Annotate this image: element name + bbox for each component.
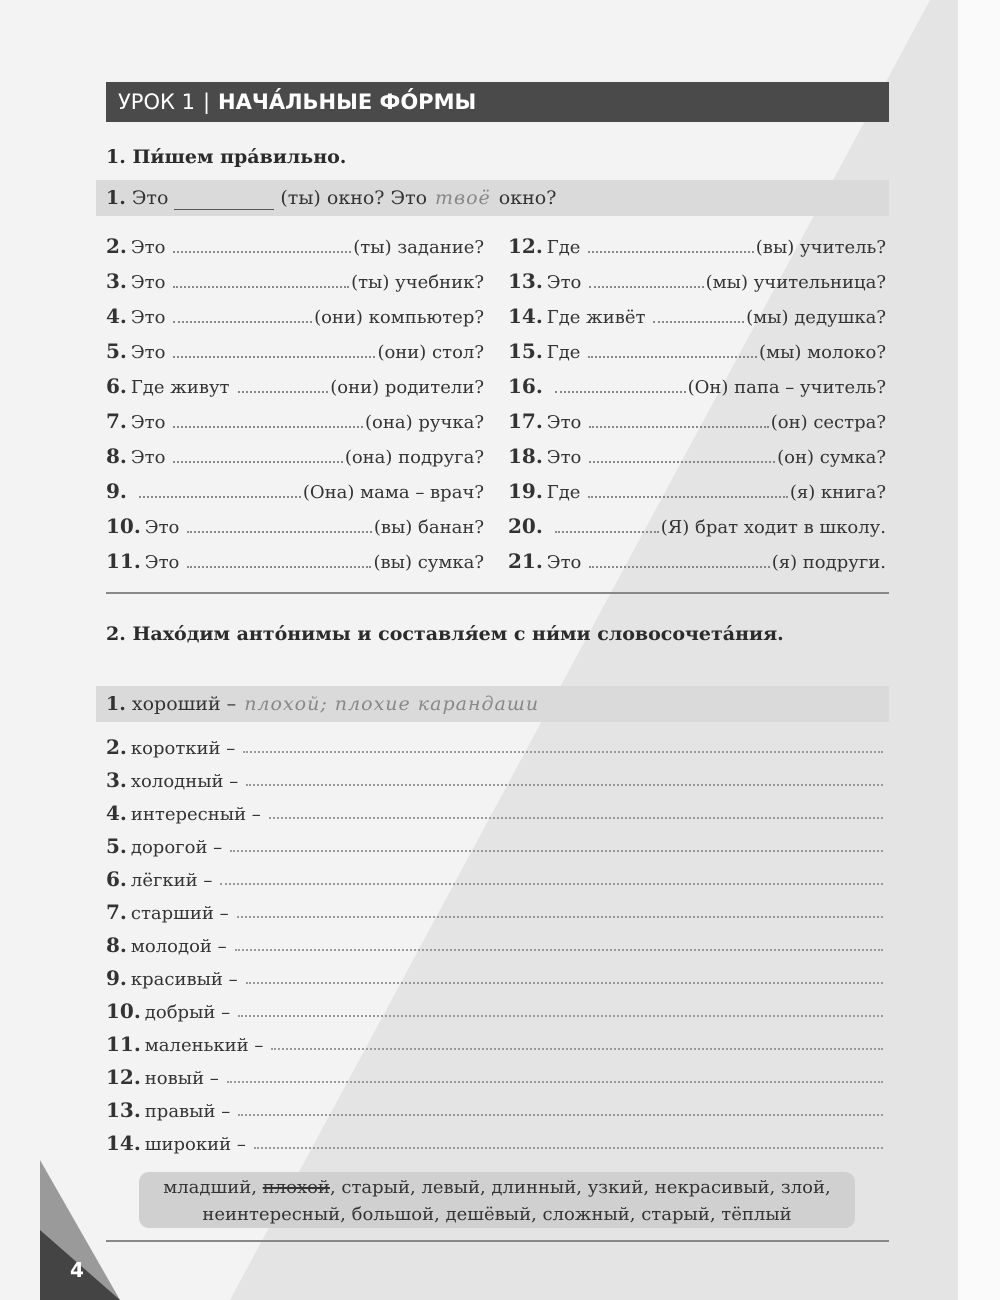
answer-blank[interactable] (589, 414, 768, 428)
answer-blank[interactable] (173, 239, 351, 253)
antonym-row: 4. интересный – (106, 801, 883, 825)
answer-blank[interactable] (588, 484, 787, 498)
page-number: 4 (70, 1258, 84, 1282)
antonym-row: 14. широкий – (106, 1131, 883, 1155)
struck-word: плохой (262, 1177, 330, 1198)
antonym-answer-line[interactable] (269, 807, 883, 819)
exercise-row: 13. Это (мы) учительница? (508, 269, 886, 293)
antonym-row: 5. дорогой – (106, 834, 883, 858)
answer-blank[interactable] (173, 414, 363, 428)
antonym-answer-line[interactable] (238, 1104, 883, 1116)
answer-blank[interactable] (589, 554, 769, 568)
answer-blank[interactable] (173, 274, 349, 288)
exercise-row: 17. Это (он) сестра? (508, 409, 886, 433)
exercise-row: 8. Это (она) подруга? (106, 444, 484, 468)
answer-blank[interactable] (238, 379, 329, 393)
answer-blank[interactable] (173, 309, 312, 323)
answer-blank[interactable] (555, 519, 659, 533)
section1-title: 1. Пи́шем пра́вильно. (106, 146, 347, 168)
antonym-row: 8. молодой – (106, 933, 883, 957)
section2-title: 2. Нахо́дим анто́нимы и составля́ем с ни́ми словосочета́ния. (106, 623, 784, 645)
antonym-row: 9. красивый – (106, 966, 883, 990)
answer-blank[interactable] (555, 379, 686, 393)
exercise-row: 5. Это (они) стол? (106, 339, 484, 363)
lesson-title: НАЧА́ЛЬНЫЕ ФО́РМЫ (218, 90, 477, 114)
antonym-row: 6. лёгкий – (106, 867, 883, 891)
exercise-row: 3. Это (ты) учебник? (106, 269, 484, 293)
example-antonym-answer: плохой; плохие карандаши (244, 693, 540, 715)
exercise-row: 16. (Он) папа – учитель? (508, 374, 886, 398)
answer-blank[interactable] (588, 344, 757, 358)
antonym-answer-line[interactable] (246, 972, 883, 984)
divider-1 (106, 592, 889, 594)
antonym-row: 12. новый – (106, 1065, 883, 1089)
exercise-row: 11. Это (вы) сумка? (106, 549, 484, 573)
antonym-row: 13. правый – (106, 1098, 883, 1122)
lesson-number: УРОК 1 (118, 90, 195, 114)
exercise-row: 2. Это (ты) задание? (106, 234, 484, 258)
antonym-row: 2. короткий – (106, 735, 883, 759)
answer-blank[interactable] (187, 519, 371, 533)
antonym-row: 7. старший – (106, 900, 883, 924)
antonym-answer-line[interactable] (254, 1137, 883, 1149)
exercise-row: 15. Где (мы) молоко? (508, 339, 886, 363)
example-answer: твоё (435, 187, 491, 209)
antonym-answer-line[interactable] (271, 1038, 883, 1050)
answer-blank[interactable] (589, 449, 775, 463)
exercise-row: 21. Это (я) подруги. (508, 549, 886, 573)
exercise-row: 12. Где (вы) учитель? (508, 234, 886, 258)
exercise-row: 14. Где живёт (мы) дедушка? (508, 304, 886, 328)
answer-blank[interactable] (588, 239, 753, 253)
answer-blank[interactable] (187, 554, 371, 568)
antonym-answer-line[interactable] (238, 1005, 883, 1017)
answer-blank[interactable] (173, 449, 342, 463)
answer-blank[interactable] (589, 274, 703, 288)
exercise-row: 19. Где (я) книга? (508, 479, 886, 503)
answer-blank[interactable] (139, 484, 301, 498)
answer-blank[interactable] (173, 344, 375, 358)
lesson-header: УРОК 1 | НАЧА́ЛЬНЫЕ ФО́РМЫ (106, 82, 889, 122)
antonym-answer-line[interactable] (230, 840, 883, 852)
antonym-row: 3. холодный – (106, 768, 883, 792)
antonym-answer-line[interactable] (235, 939, 883, 951)
antonym-answer-line[interactable] (243, 741, 883, 753)
exercise-row: 7. Это (она) ручка? (106, 409, 484, 433)
exercise-row: 9. (Она) мама – врач? (106, 479, 484, 503)
example-blank (174, 187, 274, 210)
exercise-row: 4. Это (они) компьютер? (106, 304, 484, 328)
section1-example: 1. Это (ты) окно? Это твоё окно? (96, 180, 889, 216)
word-bank: младший, плохой, старый, левый, длинный, узкий, некрасивый, злой, неинтересный, большой, дешёвый, сложный, старый, тёплый (139, 1172, 855, 1228)
exercise-row: 6. Где живут (они) родители? (106, 374, 484, 398)
antonym-answer-line[interactable] (227, 1071, 883, 1083)
antonym-row: 11. маленький – (106, 1032, 883, 1056)
antonym-answer-line[interactable] (220, 873, 883, 885)
divider-2 (106, 1240, 889, 1242)
section2-example: 1. хороший – плохой; плохие карандаши (96, 686, 889, 722)
exercise-row: 10. Это (вы) банан? (106, 514, 484, 538)
antonym-row: 10. добрый – (106, 999, 883, 1023)
answer-blank[interactable] (653, 309, 744, 323)
exercise-row: 18. Это (он) сумка? (508, 444, 886, 468)
exercise-row: 20. (Я) брат ходит в школу. (508, 514, 886, 538)
antonym-answer-line[interactable] (237, 906, 883, 918)
antonym-answer-line[interactable] (246, 774, 883, 786)
